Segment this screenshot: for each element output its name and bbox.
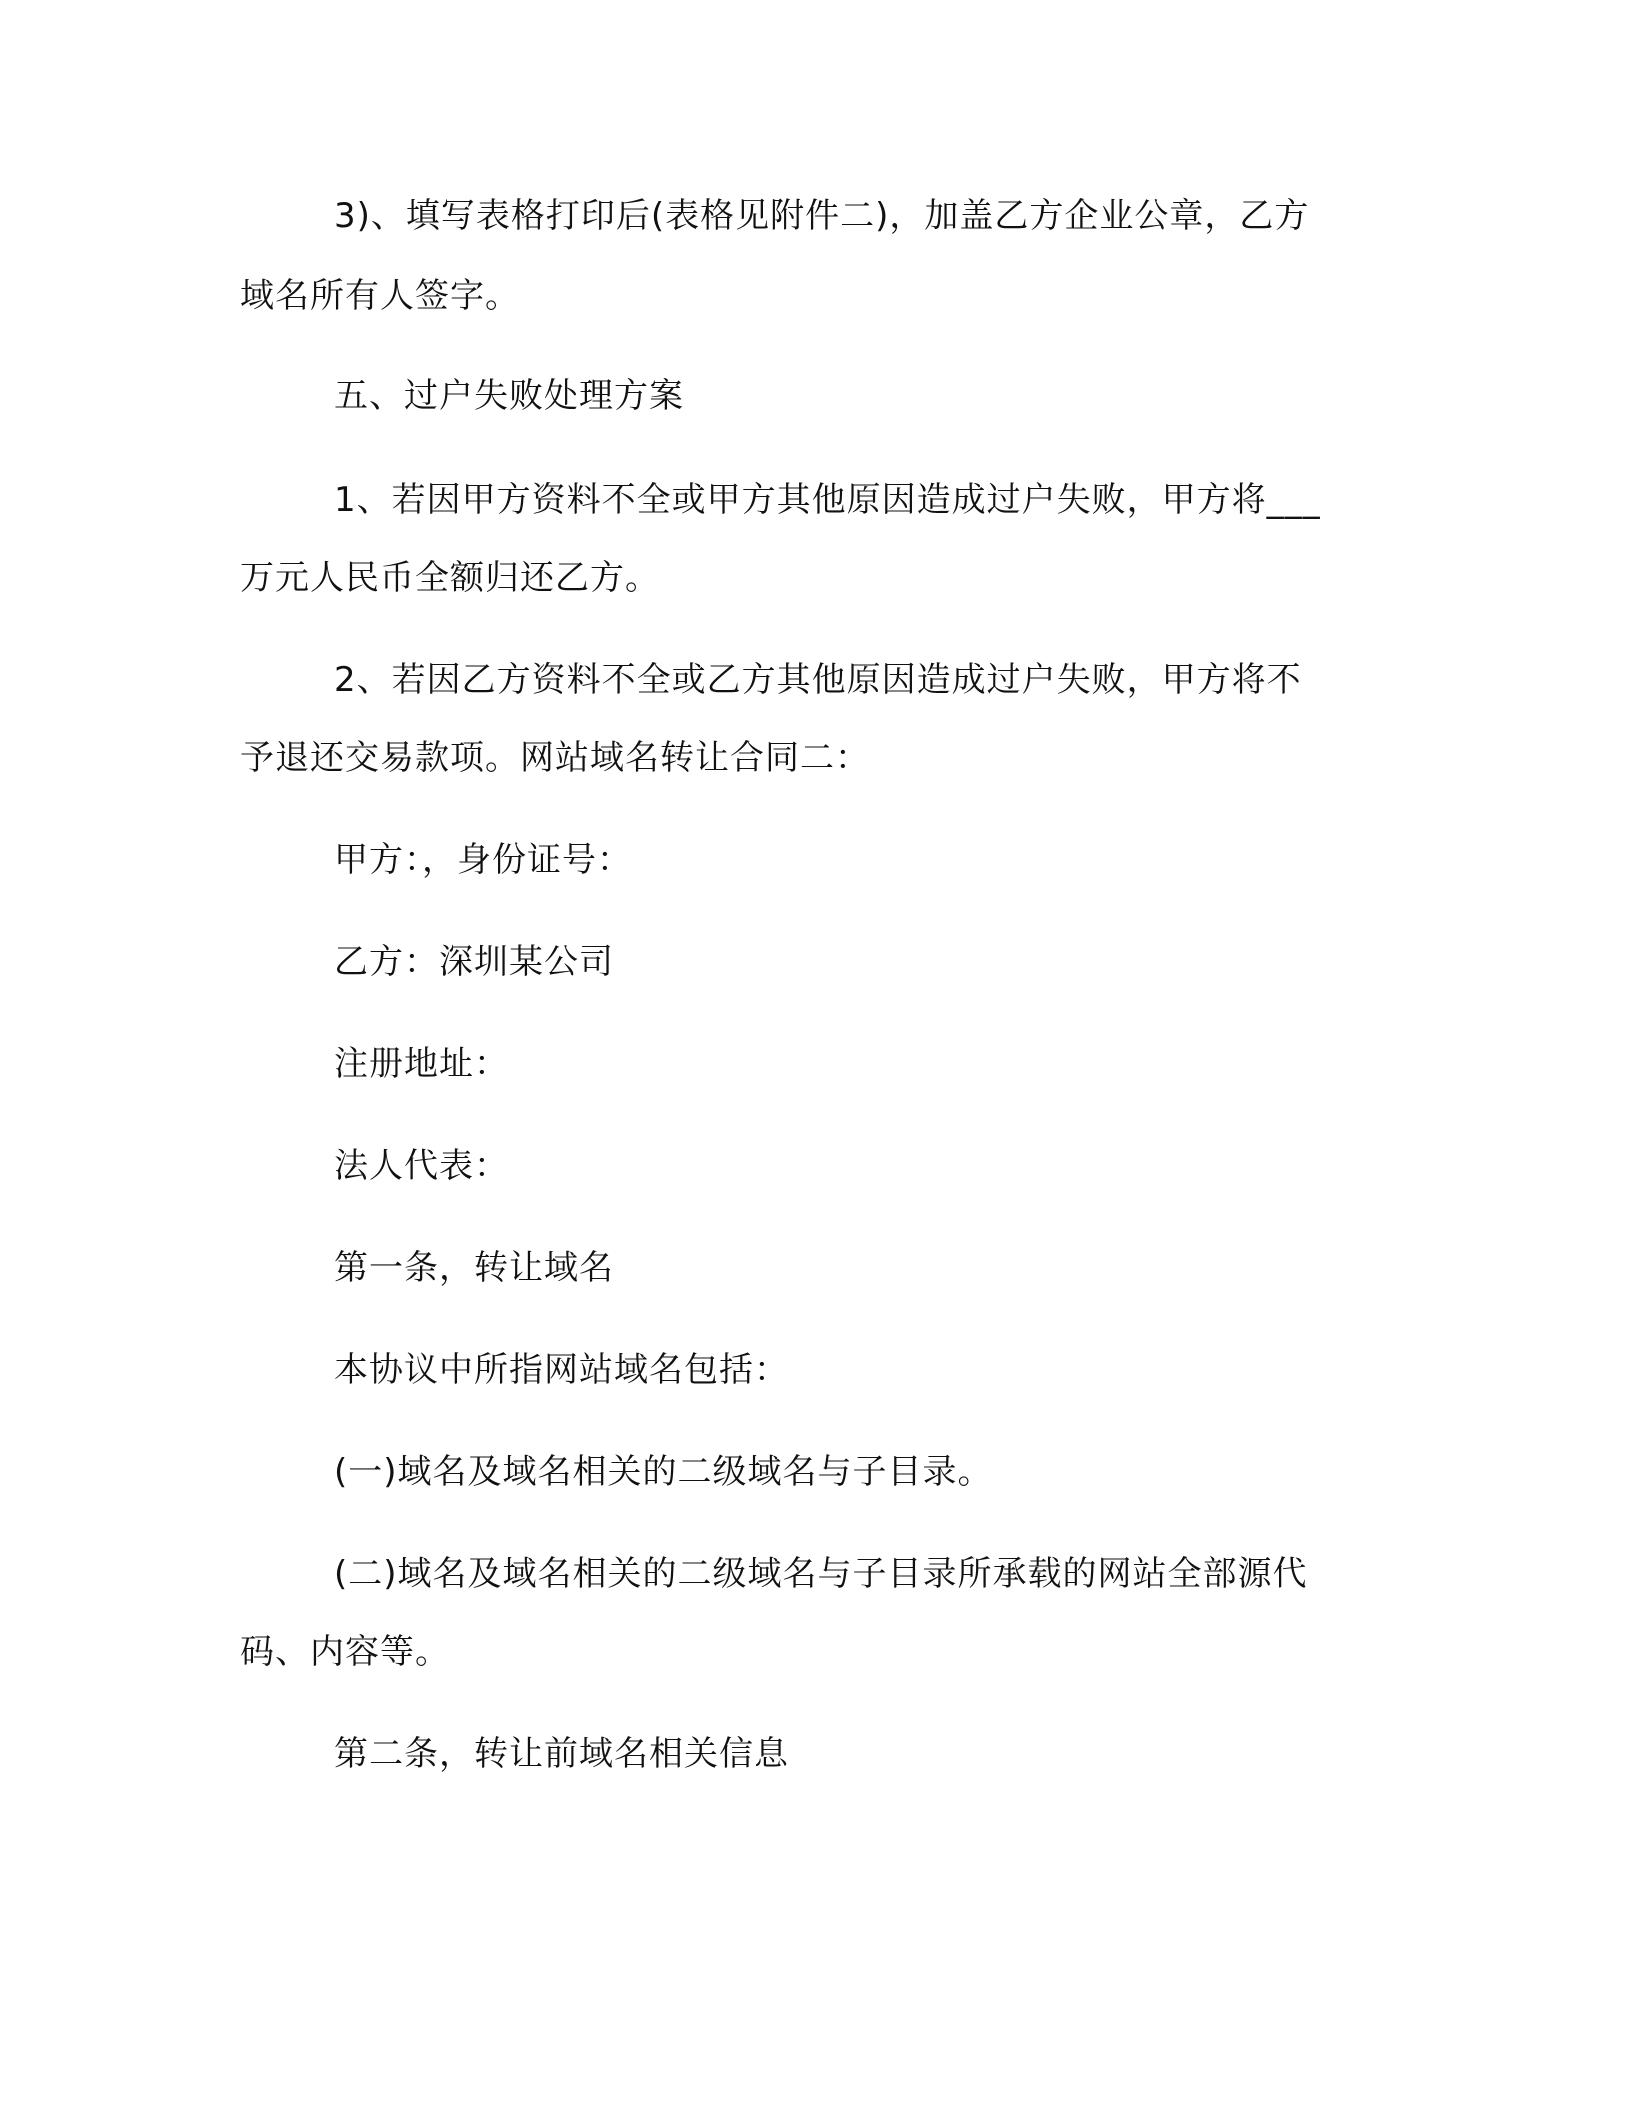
paragraph-step3-line2: 域名所有人签字。 bbox=[240, 276, 520, 316]
scope-item2-line1: (二)域名及域名相关的二级域名与子目录所承载的网站全部源代 bbox=[334, 1554, 1308, 1594]
scope-item1-line: (一)域名及域名相关的二级域名与子目录。 bbox=[334, 1452, 993, 1492]
paragraph-item2-line1: 2、若因乙方资料不全或乙方其他原因造成过户失败，甲方将不 bbox=[334, 660, 1302, 700]
paragraph-item1-line2: 万元人民币全额归还乙方。 bbox=[240, 558, 660, 598]
paragraph-item1-line1: 1、若因甲方资料不全或甲方其他原因造成过户失败，甲方将___ bbox=[334, 480, 1321, 520]
article2-heading: 第二条，转让前域名相关信息 bbox=[334, 1734, 789, 1774]
registered-address-line: 注册地址： bbox=[334, 1044, 509, 1084]
paragraph-step3-line1: 3)、填写表格打印后(表格见附件二)，加盖乙方企业公章，乙方 bbox=[334, 196, 1310, 236]
scope-item2-line2: 码、内容等。 bbox=[240, 1632, 450, 1672]
scope-intro-line: 本协议中所指网站域名包括： bbox=[334, 1350, 789, 1390]
party-b-line: 乙方：深圳某公司 bbox=[334, 942, 614, 982]
legal-representative-line: 法人代表： bbox=[334, 1146, 509, 1186]
section-heading-failure-handling: 五、过户失败处理方案 bbox=[334, 376, 684, 416]
paragraph-item2-line2: 予退还交易款项。网站域名转让合同二： bbox=[240, 738, 870, 778]
party-a-line: 甲方：，身份证号： bbox=[334, 840, 632, 880]
article1-heading: 第一条，转让域名 bbox=[334, 1248, 614, 1288]
